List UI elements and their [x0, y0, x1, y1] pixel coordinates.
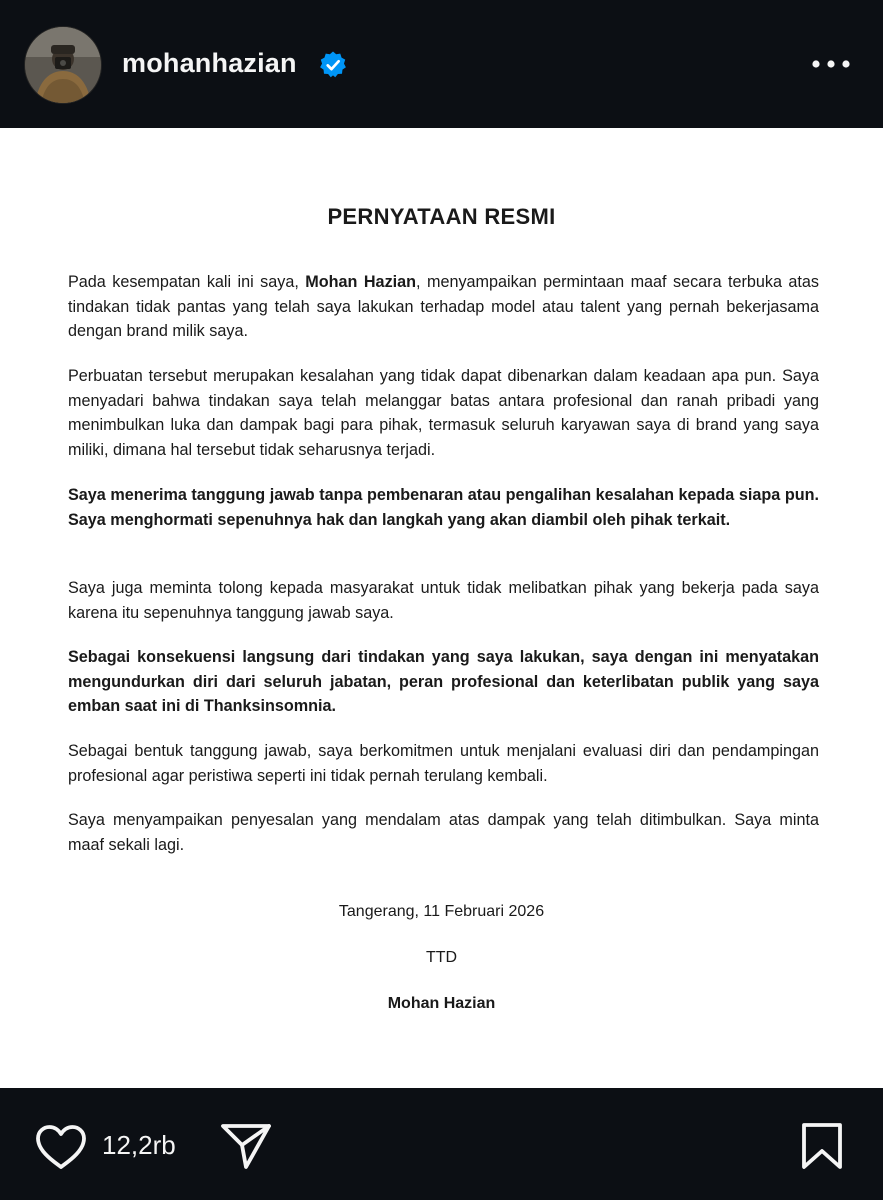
paragraph-1 [68, 270, 819, 344]
paragraph-2: Perbuatan tersebut merupakan kesalahan yang tidak dapat dibenarkan dalam keadaan apa pun. Saya menyadari bahwa tindakan saya telah melanggar batas antara profesional dan ranah pribadi yang menimbulkan luka dan dampak bagi para pihak, termasuk seluruh karyawan saya di brand yang saya miliki, dimana hal tersebut tidak seharusnya terjadi. [68, 367, 819, 459]
username[interactable]: mohanhazian [122, 48, 297, 78]
more-horizontal-icon[interactable] [808, 52, 854, 76]
heart-outline-icon[interactable] [34, 1123, 88, 1171]
paragraph-4: Saya juga meminta tolong kepada masyarakat untuk tidak melibatkan pihak yang bekerja pada saya karena itu sepenuhnya tanggung jawab saya. [68, 579, 819, 622]
paragraph-1-name: Mohan Hazian [305, 273, 417, 291]
avatar[interactable] [24, 26, 102, 104]
paragraph-7: Saya menyampaikan penyesalan yang mendalam atas dampak yang telah ditimbulkan. Saya minta maaf sekali lagi. [68, 811, 819, 854]
statement-document [0, 128, 883, 1088]
paragraph-1-start: Pada kesempatan kali ini saya, [68, 273, 306, 291]
paper-plane-icon[interactable] [219, 1120, 273, 1172]
place-date: Tangerang, 11 Februari 2026 [338, 903, 545, 920]
paragraph-6: Sebagai bentuk tanggung jawab, saya berkomitmen untuk menjalani evaluasi diri dan pendampingan profesional agar peristiwa seperti ini tidak pernah terulang kembali. [68, 742, 819, 785]
like-count[interactable]: 12,2rb [102, 1130, 176, 1160]
verified-badge-icon [318, 50, 348, 80]
bookmark-outline-icon[interactable] [799, 1121, 845, 1171]
paragraph-3: Saya menerima tanggung jawab tanpa pembenaran atau pengalihan kesalahan kepada siapa pun. Saya menghormati sepenuhnya hak dan langkah yang akan diambil oleh pihak terkait. [68, 486, 819, 529]
signer-name: Mohan Hazian [387, 995, 496, 1012]
paragraph-1-end: , menyampaikan permintaan maaf secara terbuka atas tindakan tidak pantas yang telah saya lakukan terhadap model atau talent yang pernah bekerjasama dengan brand milik saya. [68, 273, 820, 340]
paragraph-5: Sebagai konsekuensi langsung dari tindakan yang saya lakukan, saya dengan ini menyatakan mengundurkan diri dari seluruh jabatan, peran profesional dan keterlibatan publik yang saya emban saat ini di Thanksinsomnia. [68, 648, 819, 715]
avatar-photo [25, 27, 101, 103]
document-title: PERNYATAAN RESMI [327, 204, 556, 229]
signature-ttd: TTD [425, 949, 458, 966]
